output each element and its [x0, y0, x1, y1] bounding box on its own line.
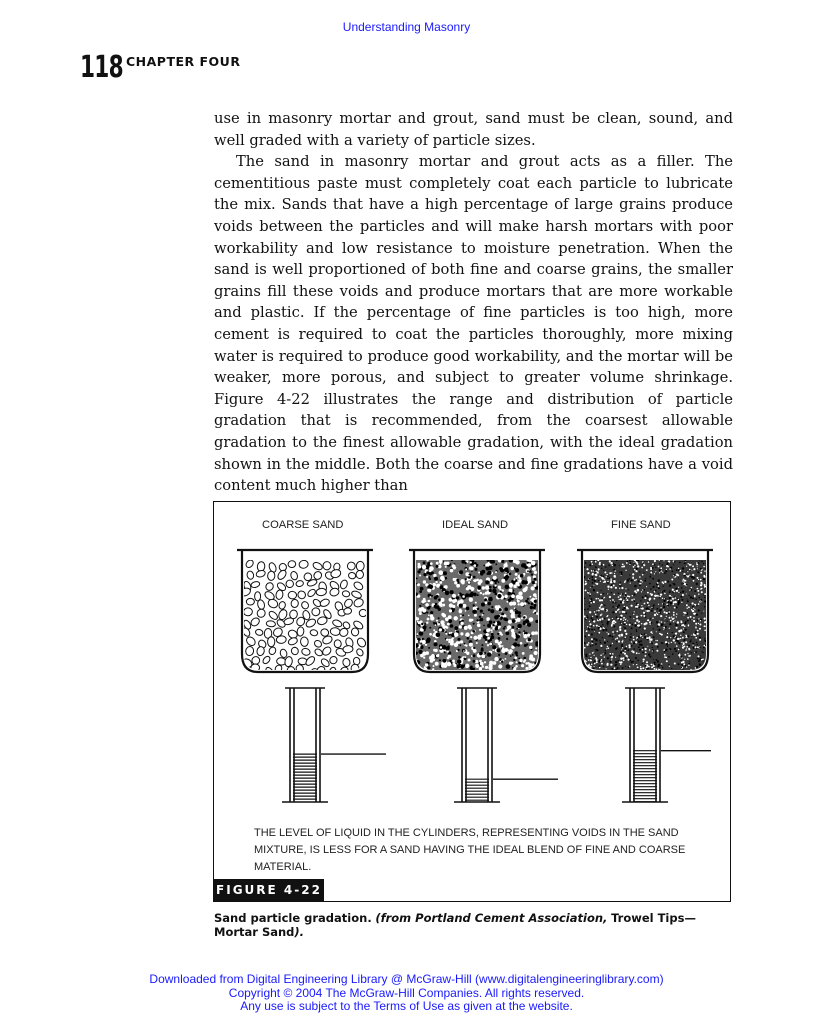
caption-title: Sand particle gradation. [214, 911, 372, 925]
fine-sand-fill [583, 559, 707, 671]
fine-sand-label: FINE SAND [611, 519, 671, 531]
page-number: 118 [80, 50, 123, 85]
chapter-title: CHAPTER FOUR [126, 54, 241, 69]
footer-download-link[interactable]: Downloaded from Digital Engineering Library @ McGraw-Hill (www.digitalengineeringlibrary.com) [149, 972, 664, 986]
footer-copyright: Copyright © 2004 The McGraw-Hill Companies. All rights reserved. [228, 985, 585, 1000]
fine-cylinder [622, 688, 668, 802]
figure-badge: FIGURE 4-22 [214, 879, 324, 901]
footer [0, 973, 813, 1014]
caption-source-title: Trowel Tips—Mortar Sand [214, 911, 696, 939]
coarse-sand-fill [239, 559, 367, 677]
paragraph: use in masonry mortar and grout, sand must be clean, sound, and well graded with a variety of particle sizes. [214, 110, 733, 149]
figure-caption [214, 911, 734, 939]
figure-4-22 [213, 501, 731, 902]
figure-note: THE LEVEL OF LIQUID IN THE CYLINDERS, REPRESENTING VOIDS IN THE SAND MIXTURE, IS LESS FOR A SAND HAVING THE IDEAL BLEND OF FINE AND COARSE MATERIAL. [254, 827, 686, 873]
caption-source-prefix: (from Portland Cement Association, [375, 911, 608, 925]
paragraph: The sand in masonry mortar and grout acts as a filler. The cementitious paste must completely coat each particle to lubricate the mix. Sands that have a high percentage of large grains produce voids between the particles and will make harsh mortars with poor workability and low resistance to moisture penetration. When the sand is well proportioned of both fine and coarse grains, the smaller grains fill these voids and produce mortars that are more workable and plastic. If the percentage of fine particles is too high, more cement is required to coat the particles thoroughly, more mixing water is required to produce good workability, and the mortar will be weaker, more porous, and subject to greater volume shrinkage. Figure 4-22 illustrates the range and distribution of particle gradation that is recommended, from the coarsest allowable gradation to the finest allowable gradation, with the ideal gradation shown in the middle. Both the coarse and fine gradations have a void content much higher than [214, 153, 733, 495]
coarse-sand-label: COARSE SAND [262, 519, 344, 531]
caption-source-suffix: ). [294, 925, 305, 939]
site-title-link[interactable]: Understanding Masonry [342, 20, 471, 34]
footer-terms: Any use is subject to the Terms of Use as given at the website. [240, 999, 573, 1013]
body-text [214, 108, 733, 497]
ideal-sand-label: IDEAL SAND [442, 519, 509, 531]
ideal-sand-fill [414, 558, 539, 671]
coarse-cylinder [282, 688, 328, 802]
